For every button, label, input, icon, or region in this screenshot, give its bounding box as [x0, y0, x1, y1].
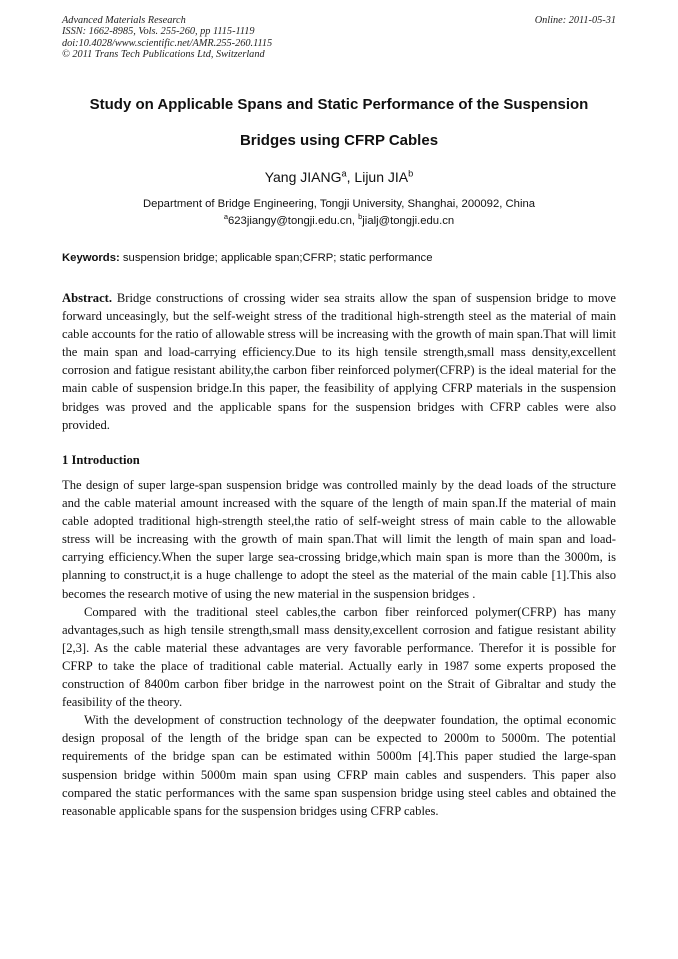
email-2-marker: b	[358, 212, 363, 222]
abstract-text: Bridge constructions of crossing wider sea straits allow the span of suspension bridge to move forward unceasingly, but the self-weight stress of the traditional high-strength steel as the material of main cable accounts for the ratio of allowable stress will be increasing with the growth of main span.That will limit the main span and load-carrying efficiency.Due to its high tensile strength,small mass density,excellent corrosion and fatigue resistant ability,the carbon fiber reinforced polymer(CFRP) is the ideal material for the main cable of suspension bridge.In this paper, the feasibility of applying CFRP materials in the suspension bridges was proved and the applicable spans for the suspension bridges with CFRP cables were also provided.	[62, 291, 616, 432]
paragraph: The design of super large-span suspension bridge was controlled mainly by the dead loads of the structure and the cable material amount increased with the square of the length of main span.If the material of main cable adopted traditional high-strength steel,the ratio of self-weight stress of main cable to the allowable stress will be increasing with the growth of main span.That will limit the length of main span and load-carrying efficiency.When the super large sea-crossing bridge,which main span is more than the 3000m, is planning to construct,it is a huge challenge to adopt the steel as the material of the main cable [1].This also becomes the research motive of using the new material in the suspension bridges .	[62, 478, 616, 601]
author-1-marker: a	[341, 168, 347, 179]
doi-line: doi:10.4028/www.scientific.net/AMR.255-260.1115	[62, 37, 273, 49]
keywords-text: suspension bridge; applicable span;CFRP; static performance	[119, 252, 433, 264]
email-1: 623jiangy@tongji.edu.cn,	[227, 215, 359, 227]
email-1-marker: a	[223, 212, 228, 222]
keywords	[62, 252, 622, 264]
author-2: Lijun JIA	[354, 169, 409, 185]
online-date: Online: 2011-05-31	[534, 15, 616, 26]
email-2: jialj@tongji.edu.cn	[362, 215, 455, 227]
department-line: Department of Bridge Engineering, Tongji University, Shanghai, 200092, China	[142, 198, 536, 210]
author-separator: ,	[346, 169, 355, 185]
copyright-line: © 2011 Trans Tech Publications Ltd, Switzerland	[62, 49, 265, 61]
title-line-2: Bridges using CFRP Cables	[239, 132, 439, 149]
author-list	[0, 169, 678, 185]
author-2-marker: b	[408, 168, 414, 179]
journal-name: Advanced Materials Research	[62, 15, 186, 26]
paper-title	[0, 87, 678, 159]
affiliation	[0, 196, 678, 230]
paragraph: With the development of construction technology of the deepwater foundation, the optimal economic design proposal of the length of the bridge span can be expected to 2000m to 5000m. The potential requirements of the bridge span can be estimated within 5000m [4].This paper studied the large-span suspension bridge within 5000m main span using CFRP main cables and suspenders. This paper also compared the static performances with the same span suspension bridge using steel cables and obtained the reasonable applicable spans for the suspension bridges using CFRP cables.	[62, 713, 616, 818]
email-line	[0, 213, 678, 230]
keywords-label: Keywords:	[62, 252, 120, 264]
abstract	[62, 289, 616, 434]
paragraph: Compared with the traditional steel cables,the carbon fiber reinforced polymer(CFRP) has many advantages,such as high tensile strength,small mass density,excellent corrosion and fatigue resistant ability [2,3]. As the cable material these advantages are very favorable performance. Therefor it is possible for CFRP to take the place of traditional cable material. Actually early in 1987 some experts proposed the construction of 8400m carbon fiber bridge in the narrowest point on the Strait of Gibraltar and study the feasibility of the theory.	[62, 604, 616, 710]
author-1: Yang JIANG	[264, 169, 342, 185]
issn-line: ISSN: 1662-8985, Vols. 255-260, pp 1115-1119	[62, 26, 255, 38]
journal-header	[62, 15, 616, 61]
introduction-body	[62, 476, 616, 820]
section-heading: 1 Introduction	[62, 453, 140, 467]
title-line-1: Study on Applicable Spans and Static Performance of the Suspension	[89, 96, 589, 113]
abstract-label: Abstract.	[62, 291, 113, 305]
